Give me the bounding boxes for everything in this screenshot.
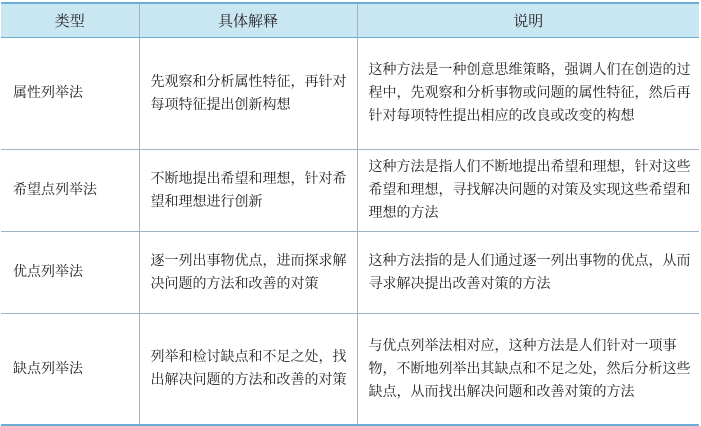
header-explanation: 具体解释 [139, 3, 357, 38]
cell-explanation: 逐一列出事物优点，进而探求解决问题的方法和改善的对策 [139, 232, 357, 314]
header-note: 说明 [357, 3, 699, 38]
cell-note: 这种方法是指人们不断地提出希望和理想，针对这些希望和理想，寻找解决问题的对策及实现这些希望和理想的方法 [357, 150, 699, 232]
cell-explanation: 不断地提出希望和理想，针对希望和理想进行创新 [139, 150, 357, 232]
table-row [1, 150, 699, 232]
cell-type: 缺点列举法 [1, 314, 139, 426]
cell-note: 与优点列举法相对应，这种方法是人们针对一项事物，不断地列举出其缺点和不足之处，然后分析这些缺点，从而找出解决问题和改善对策的方法 [357, 314, 699, 426]
header-type: 类型 [1, 3, 139, 38]
methods-table [1, 2, 699, 426]
cell-explanation: 先观察和分析属性特征，再针对每项特征提出创新构想 [139, 38, 357, 150]
table-row [1, 232, 699, 314]
cell-type: 属性列举法 [1, 38, 139, 150]
table-header-row [1, 3, 699, 38]
table-row [1, 38, 699, 150]
cell-note: 这种方法指的是人们通过逐一列出事物的优点，从而寻求解决提出改善对策的方法 [357, 232, 699, 314]
cell-note: 这种方法是一种创意思维策略，强调人们在创造的过程中，先观察和分析事物或问题的属性特征，然后再针对每项特性提出相应的改良或改变的构想 [357, 38, 699, 150]
cell-type: 希望点列举法 [1, 150, 139, 232]
table-row [1, 314, 699, 426]
cell-explanation: 列举和检讨缺点和不足之处，找出解决问题的方法和改善的对策 [139, 314, 357, 426]
cell-type: 优点列举法 [1, 232, 139, 314]
